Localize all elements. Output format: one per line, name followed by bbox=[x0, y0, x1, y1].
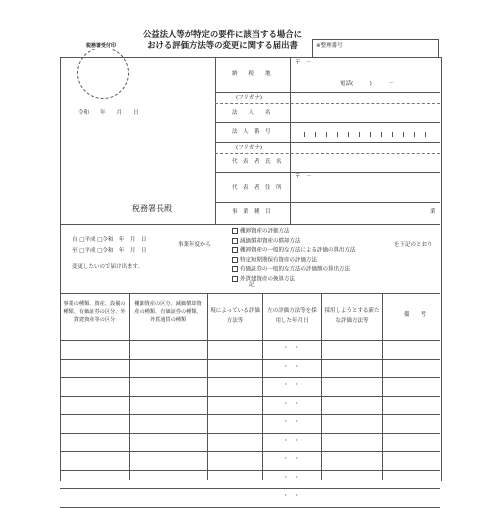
seiri-number-label: ※整理番号 bbox=[316, 43, 343, 49]
period-nendo: 事業年度から bbox=[178, 242, 212, 248]
kaki-text: を下記のとおり bbox=[394, 242, 433, 248]
nozeichi-tel[interactable]: 電話( ) － bbox=[340, 81, 394, 87]
method-checkbox[interactable] bbox=[232, 257, 238, 263]
jigyo-label: 事 業 種 目 bbox=[232, 209, 271, 215]
furigana-label-2: (フリガナ) bbox=[236, 145, 263, 151]
hojinbango-label: 法 人 番 号 bbox=[232, 129, 271, 135]
table-row-date[interactable]: ・ ・ bbox=[283, 345, 300, 352]
hojinmei-label: 法 人 名 bbox=[232, 110, 271, 116]
jigyo-gyo: 業 bbox=[430, 209, 436, 215]
daihyosha-jusho-label: 代 表 者 住 所 bbox=[232, 185, 282, 191]
hojinbango-boxes[interactable] bbox=[296, 127, 436, 137]
table-row-line bbox=[60, 488, 440, 489]
table-header-col4: 左の評価方法等を採用した年月日 bbox=[267, 308, 317, 324]
nozeichi-label: 納 税 地 bbox=[232, 71, 271, 77]
method-checkbox[interactable] bbox=[232, 276, 238, 282]
submission-date[interactable]: 令和 年 月 日 bbox=[78, 110, 139, 116]
method-label: 有価証券の一般的な方法の評価額の算出方法 bbox=[240, 266, 351, 273]
daihyosha-postal[interactable]: 〒 － bbox=[295, 174, 312, 180]
form-title bbox=[130, 29, 315, 51]
table-header-col6: 備 考 bbox=[403, 312, 426, 318]
table-row-line bbox=[60, 470, 440, 471]
method-label: 減価償却資産の償却方法 bbox=[240, 238, 301, 244]
table-row-date[interactable]: ・ ・ bbox=[283, 419, 300, 426]
title-line-2: おける評価方法等の変更に関する届出書 bbox=[147, 40, 298, 50]
method-checkbox[interactable] bbox=[232, 247, 238, 253]
method-checkbox[interactable] bbox=[232, 238, 238, 244]
table-row-line bbox=[60, 433, 440, 434]
table-row-date[interactable]: ・ ・ bbox=[283, 363, 300, 370]
method-label: 棚卸資産の一般的な方法による評価の算出方法 bbox=[240, 247, 356, 254]
method-checkbox[interactable] bbox=[232, 228, 238, 234]
table-row-date[interactable]: ・ ・ bbox=[283, 474, 300, 481]
method-label: 特定短期期保有資産の評価方法 bbox=[240, 257, 318, 263]
tax-office-addressee: 税務署長殿 bbox=[132, 204, 172, 213]
table-header-col5: 採用しようとする新たな評価方法等 bbox=[324, 308, 380, 324]
table-row-date[interactable]: ・ ・ bbox=[283, 456, 300, 463]
table-row-line bbox=[60, 359, 440, 360]
method-checkbox[interactable] bbox=[232, 266, 238, 272]
furigana-label-1: (フリガナ) bbox=[236, 95, 263, 101]
table-row-line bbox=[60, 507, 440, 508]
title-line-1: 公益法人等が特定の要件に該当する場合に bbox=[142, 29, 303, 39]
method-checklist bbox=[232, 228, 356, 283]
reception-stamp-label: 税務署受付印 bbox=[86, 43, 117, 49]
nozeichi-postal[interactable]: 〒 － bbox=[295, 60, 312, 66]
daihyosha-label: 代 表 者 氏 名 bbox=[232, 159, 282, 165]
table-row-date[interactable]: ・ ・ bbox=[283, 400, 300, 407]
table-row-date[interactable]: ・ ・ bbox=[283, 493, 300, 500]
table-header-col3: 現によっている評価方法等 bbox=[210, 308, 260, 324]
table-row-line bbox=[60, 451, 440, 452]
table-row-line bbox=[60, 414, 440, 415]
method-label: 外貨建資産の換算方法 bbox=[240, 276, 296, 282]
method-label: 棚卸資産の評価方法 bbox=[240, 228, 290, 235]
table-header-col1: 事業の種類、資産、設備の種類、有価証券の区分、外貨建資産等の区分 bbox=[63, 301, 126, 323]
period-henko: 変更したいので届け出ます。 bbox=[72, 264, 144, 270]
period-to[interactable]: 至 □平成 □令和 年 月 日 bbox=[72, 248, 147, 254]
ki-label: 記 bbox=[249, 282, 255, 288]
table-row-line bbox=[60, 396, 440, 397]
table-header-col2: 棚卸資産の区分、減価償却資産の種類、有価証券の種類、外貨通貨の種類 bbox=[134, 301, 202, 323]
table-row-date[interactable]: ・ ・ bbox=[283, 437, 300, 444]
period-from[interactable]: 自 □平成 □令和 年 月 日 bbox=[72, 237, 147, 243]
table-row-date[interactable]: ・ ・ bbox=[283, 382, 300, 389]
table-row-line bbox=[60, 377, 440, 378]
